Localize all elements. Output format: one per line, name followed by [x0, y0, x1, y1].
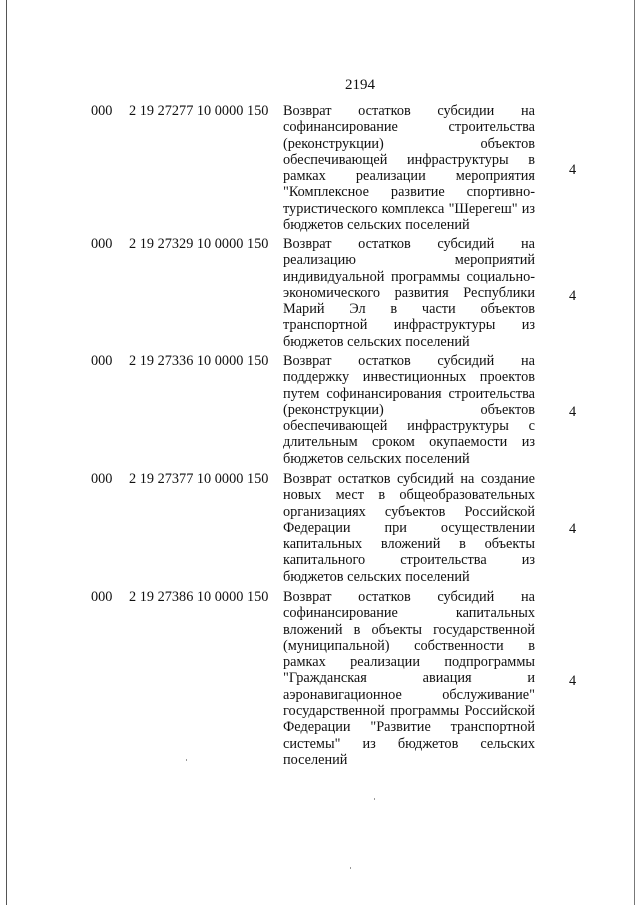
page-number: 2194 [345, 77, 375, 93]
row-value: 4 [569, 288, 577, 304]
admin-code: 000 [91, 236, 113, 252]
admin-code: 000 [91, 471, 113, 487]
row-description: Возврат остатков субсидий на реализацию мероприятий индивидуальной программы социально-экономического развития Республики Марий Эл в части объектов транспортной инфраструктуры из бюджетов сельских поселений [283, 236, 535, 350]
table-row [0, 471, 640, 589]
budget-code: 2 19 27386 10 0000 150 [129, 589, 269, 605]
table-row [0, 236, 640, 353]
budget-code: 2 19 27329 10 0000 150 [129, 236, 269, 252]
row-value: 4 [569, 673, 577, 689]
table-row [0, 103, 640, 236]
scan-speck [350, 867, 351, 869]
admin-code: 000 [91, 353, 113, 369]
row-description: Возврат остатков субсидий на поддержку инвестиционных проектов путем софинансирования строительства (реконструкции) объектов обеспечивающей инфраструктуры с длительным сроком окупаемости из бюджетов сельских поселений [283, 353, 535, 467]
table-row [0, 353, 640, 471]
scan-speck [374, 798, 375, 800]
row-value: 4 [569, 162, 577, 178]
budget-code: 2 19 27336 10 0000 150 [129, 353, 269, 369]
row-value: 4 [569, 521, 577, 537]
admin-code: 000 [91, 103, 113, 119]
budget-code: 2 19 27377 10 0000 150 [129, 471, 269, 487]
admin-code: 000 [91, 589, 113, 605]
row-description: Возврат остатков субсидий на создание новых мест в общеобразовательных организациях субъектов Российской Федерации при осуществлении капитальных вложений в объекты капитального строительства из бюджетов сельских поселений [283, 471, 535, 585]
scan-speck [186, 759, 187, 761]
budget-code: 2 19 27277 10 0000 150 [129, 103, 269, 119]
row-description: Возврат остатков субсидии на софинансирование строительства (реконструкции) объектов обеспечивающей инфраструктуры в рамках реализации мероприятия "Комплексное развитие спортивно-туристического комплекса "Шерегеш" из бюджетов сельских поселений [283, 103, 535, 234]
table-row [0, 589, 640, 774]
row-description: Возврат остатков субсидий на софинансирование капитальных вложений в объекты государственной (муниципальной) собственности в рамках реализации подпрограммы "Гражданская авиация и аэронавигационное обслуживание" государственной программы Российской Федерации "Развитие транспортной системы" из бюджетов сельских поселений [283, 589, 535, 768]
classification-table [0, 103, 640, 774]
row-value: 4 [569, 404, 577, 420]
